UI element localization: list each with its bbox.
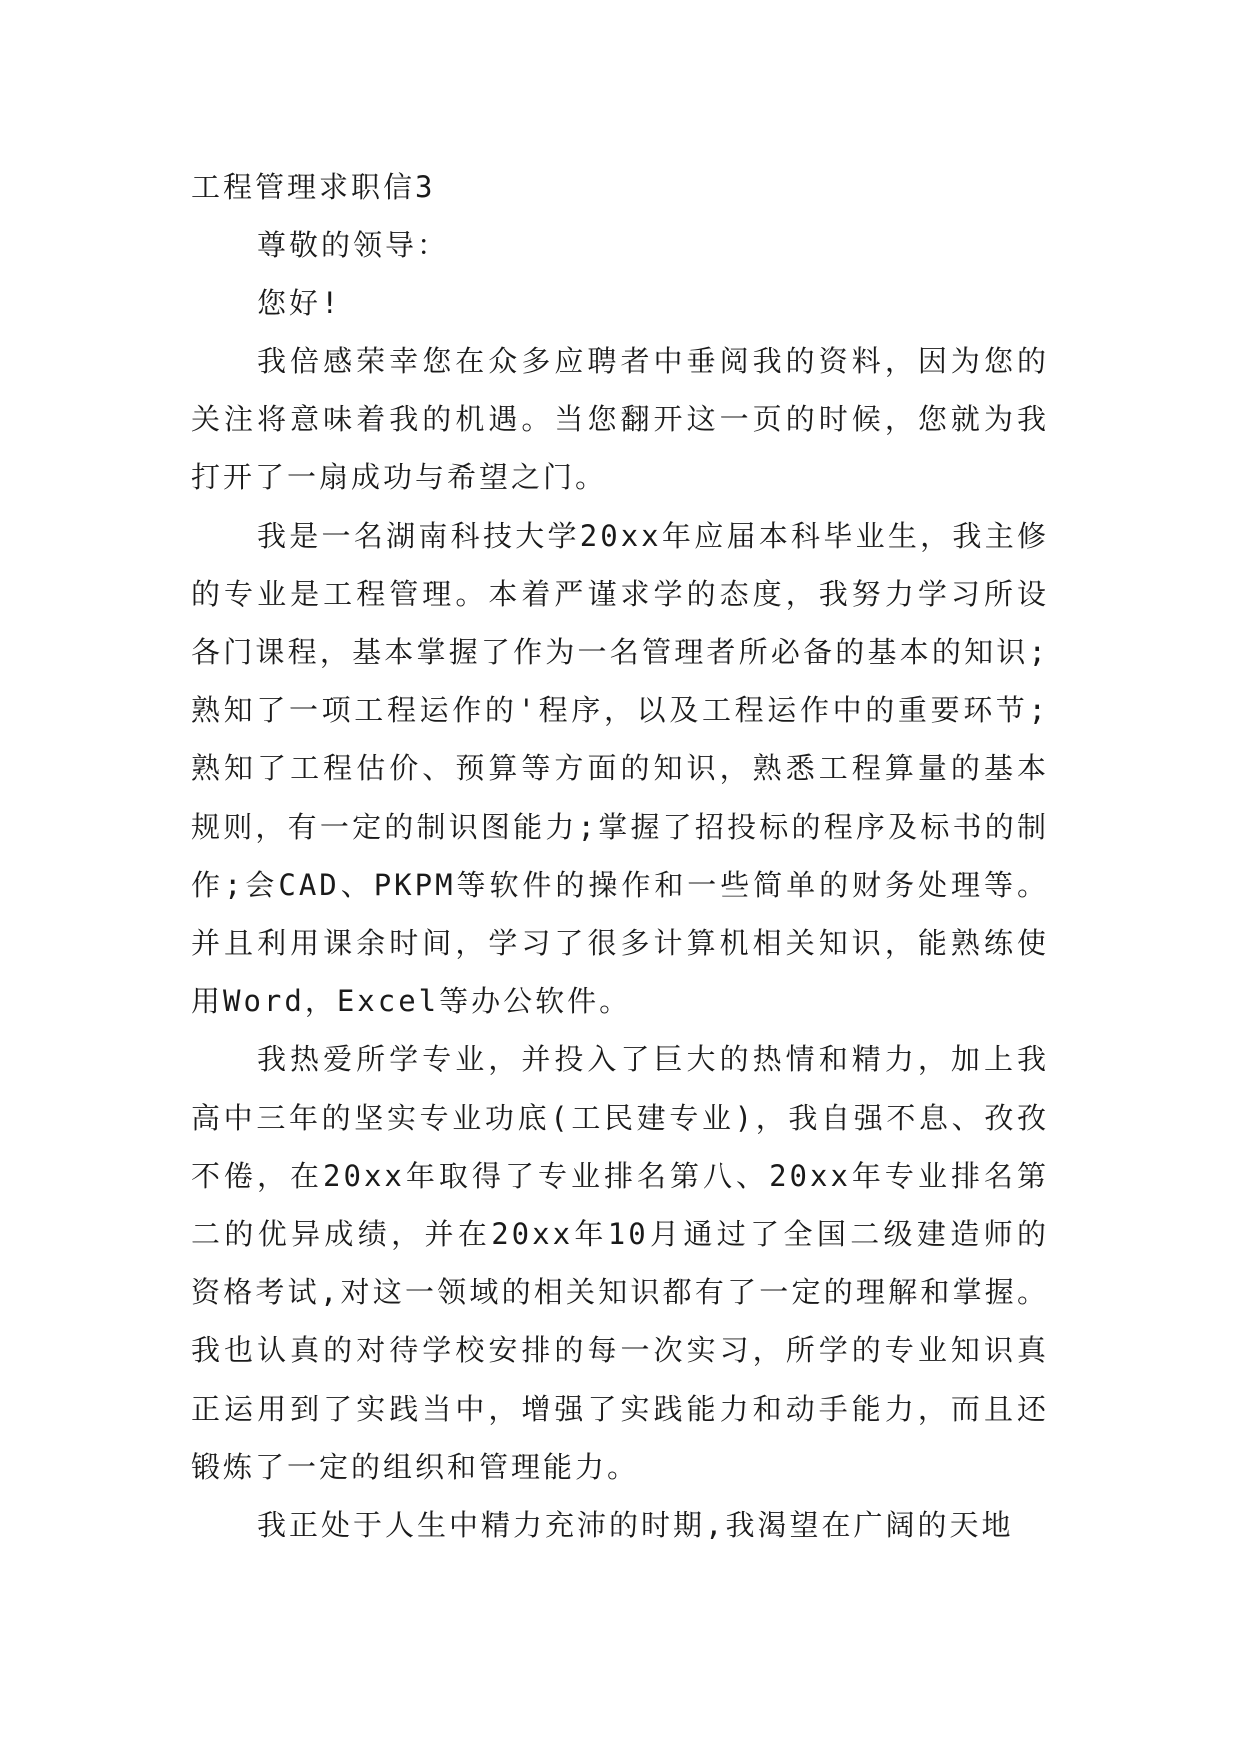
- paragraph-2: 我是一名湖南科技大学20xx年应届本科毕业生，我主修的专业是工程管理。本着严谨求学的态度，我努力学习所设各门课程，基本掌握了作为一名管理者所必备的基本的知识;熟知了一项工程运作的'程序，以及工程运作中的重要环节;熟知了工程估价、预算等方面的知识，熟悉工程算量的基本规则，有一定的制识图能力;掌握了招投标的程序及标书的制作;会CAD、PKPM等软件的操作和一些简单的财务处理等。并且利用课余时间，学习了很多计算机相关知识，能熟练使用Word，Excel等办公软件。: [191, 518, 1049, 1019]
- page-title: 工程管理求职信3: [191, 170, 436, 204]
- greeting: 您好!: [257, 286, 342, 320]
- salutation: 尊敬的领导：: [257, 228, 450, 262]
- paragraph-4: 我正处于人生中精力充沛的时期,我渴望在广阔的天地: [257, 1508, 1014, 1543]
- paragraph-1: 我倍感荣幸您在众多应聘者中垂阅我的资料，因为您的关注将意味着我的机遇。当您翻开这一页的时候，您就为我打开了一扇成功与希望之门。: [191, 344, 1049, 495]
- letter-body: [191, 158, 1049, 1554]
- paragraph-3: 我热爱所学专业，并投入了巨大的热情和精力，加上我高中三年的坚实专业功底(工民建专业)，我自强不息、孜孜不倦，在20xx年取得了专业排名第八、20xx年专业排名第二的优异成绩，并在20xx年10月通过了全国二级建造师的资格考试,对这一领域的相关知识都有了一定的理解和掌握。我也认真的对待学校安排的每一次实习，所学的专业知识真正运用到了实践当中，增强了实践能力和动手能力，而且还锻炼了一定的组织和管理能力。: [191, 1042, 1049, 1484]
